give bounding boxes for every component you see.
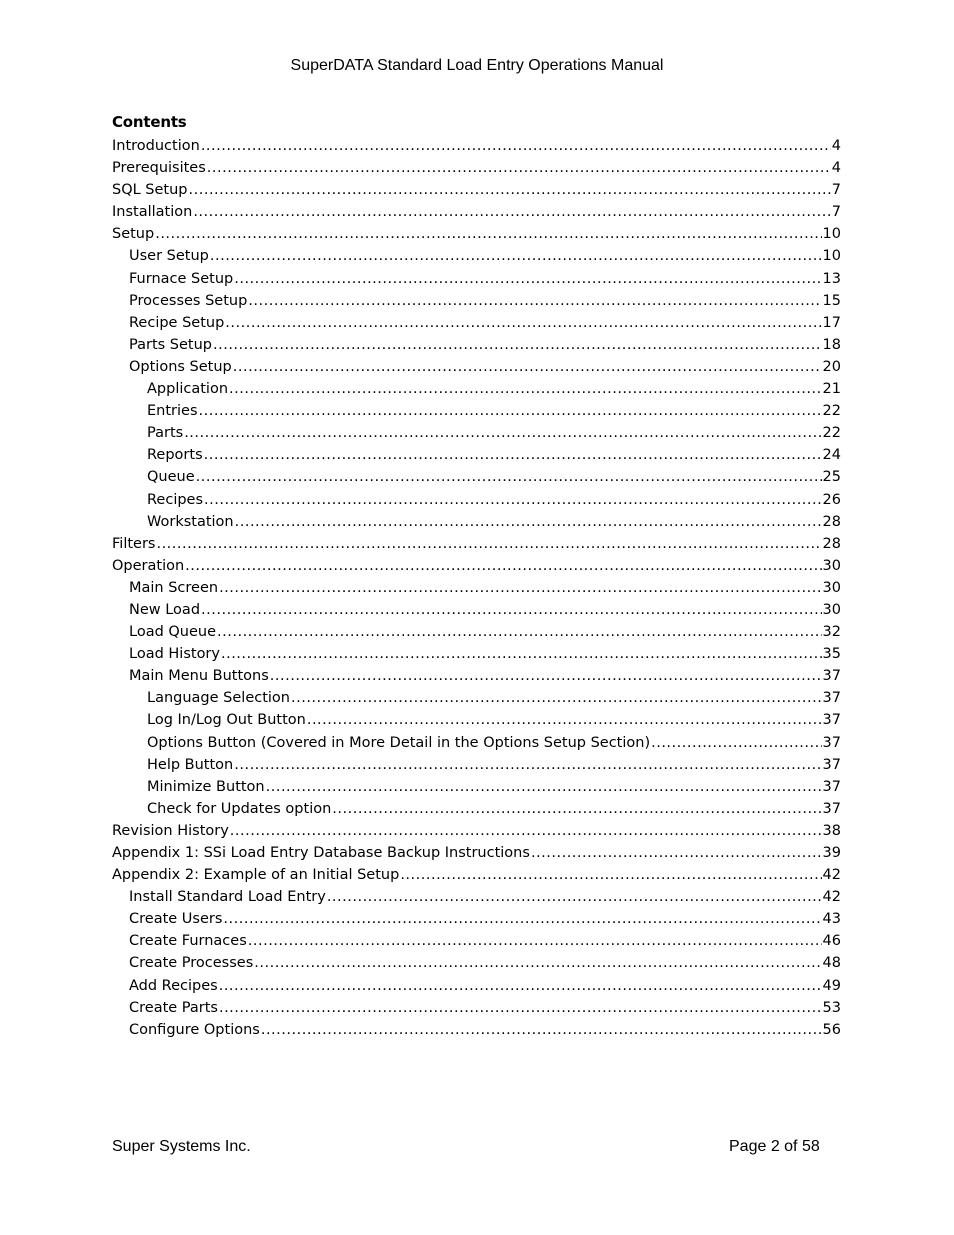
toc-dot-leader bbox=[254, 952, 821, 974]
page-header-title: SuperDATA Standard Load Entry Operations Manual bbox=[290, 57, 664, 74]
toc-entry-title: Create Furnaces bbox=[129, 933, 247, 950]
toc-entry-page: 28 bbox=[822, 535, 841, 552]
toc-dot-leader bbox=[155, 223, 821, 245]
toc-entry-title: Operation bbox=[112, 557, 185, 574]
toc-dot-leader bbox=[184, 422, 821, 444]
toc-entry-title: Create Users bbox=[129, 911, 223, 928]
toc-dot-leader bbox=[201, 135, 831, 157]
toc-entry[interactable] bbox=[112, 378, 841, 400]
toc-dot-leader bbox=[234, 754, 821, 776]
toc-entry-page: 43 bbox=[822, 911, 841, 928]
toc-entry-page: 26 bbox=[822, 491, 841, 508]
toc-dot-leader bbox=[248, 930, 822, 952]
toc-entry-page: 30 bbox=[822, 579, 841, 596]
toc-dot-leader bbox=[235, 511, 822, 533]
toc-entry-title: New Load bbox=[129, 601, 201, 618]
toc-entry-page: 22 bbox=[822, 425, 841, 442]
toc-entry[interactable] bbox=[112, 930, 841, 952]
toc-entry-page: 28 bbox=[822, 513, 841, 530]
toc-entry-page: 42 bbox=[822, 889, 841, 906]
toc-entry[interactable] bbox=[112, 687, 841, 709]
toc-dot-leader bbox=[266, 776, 822, 798]
toc-dot-leader bbox=[233, 356, 822, 378]
toc-entry-page: 35 bbox=[822, 646, 841, 663]
toc-dot-leader bbox=[248, 290, 821, 312]
toc-entry[interactable] bbox=[112, 533, 841, 555]
toc-entry-page: 7 bbox=[831, 182, 841, 199]
toc-entry[interactable] bbox=[112, 776, 841, 798]
toc-entry-page: 39 bbox=[822, 845, 841, 861]
toc-entry-page: 18 bbox=[822, 336, 841, 353]
toc-dot-leader bbox=[185, 555, 821, 577]
toc-entry-page: 4 bbox=[831, 160, 841, 177]
toc-dot-leader bbox=[651, 732, 821, 754]
toc-entry[interactable] bbox=[112, 489, 841, 511]
toc-entry[interactable] bbox=[112, 312, 841, 334]
toc-entry-page: 37 bbox=[822, 668, 841, 685]
toc-entry-title: Minimize Button bbox=[147, 778, 265, 795]
toc-entry[interactable] bbox=[112, 908, 841, 930]
toc-dot-leader bbox=[291, 687, 822, 709]
toc-entry-page: 38 bbox=[822, 822, 841, 839]
toc-entry[interactable] bbox=[112, 290, 841, 312]
toc-entry-title: Help Button bbox=[147, 756, 234, 773]
toc-dot-leader bbox=[307, 709, 822, 731]
toc-entry[interactable] bbox=[112, 157, 841, 179]
toc-entry-page: 37 bbox=[822, 778, 841, 795]
toc-entry-title: Processes Setup bbox=[129, 292, 248, 309]
toc-entry-title: Configure Options bbox=[129, 1021, 260, 1038]
toc-entry-page: 48 bbox=[822, 955, 841, 972]
toc-dot-leader bbox=[229, 378, 822, 400]
toc-entry-title: Add Recipes bbox=[129, 977, 218, 994]
toc-entry-page: 53 bbox=[822, 999, 841, 1016]
toc-entry-title: Recipe Setup bbox=[129, 314, 225, 331]
toc-dot-leader bbox=[217, 621, 822, 643]
toc-entry[interactable] bbox=[112, 179, 841, 201]
toc-entry-title: Introduction bbox=[112, 138, 200, 154]
toc-entry-page: 37 bbox=[822, 734, 841, 751]
toc-entry-title: Language Selection bbox=[147, 690, 290, 707]
toc-dot-leader bbox=[219, 997, 822, 1019]
footer-company: Super Systems Inc. bbox=[112, 1138, 251, 1155]
toc-dot-leader bbox=[196, 466, 822, 488]
toc-entry-title: Recipes bbox=[147, 491, 204, 508]
toc-entry[interactable] bbox=[112, 444, 841, 466]
toc-entry[interactable] bbox=[112, 356, 841, 378]
toc-entry[interactable] bbox=[112, 798, 841, 820]
toc-entry[interactable] bbox=[112, 709, 841, 731]
toc-entry-page: 24 bbox=[822, 447, 841, 464]
toc-entry[interactable] bbox=[112, 1019, 841, 1041]
toc-entry[interactable] bbox=[112, 334, 841, 356]
toc-dot-leader bbox=[261, 1019, 822, 1041]
toc-entry[interactable] bbox=[112, 842, 841, 864]
toc-entry[interactable] bbox=[112, 555, 841, 577]
toc-dot-leader bbox=[199, 400, 822, 422]
toc-entry-title: Filters bbox=[112, 535, 156, 552]
toc-dot-leader bbox=[221, 643, 822, 665]
toc-entry-page: 37 bbox=[822, 800, 841, 817]
toc-entry[interactable] bbox=[112, 820, 841, 842]
toc-dot-leader bbox=[225, 312, 821, 334]
toc-entry[interactable] bbox=[112, 997, 841, 1019]
toc-entry[interactable] bbox=[112, 268, 841, 290]
toc-entry-page: 32 bbox=[822, 624, 841, 641]
toc-entry[interactable] bbox=[112, 665, 841, 687]
toc-entry-title: Main Menu Buttons bbox=[129, 668, 269, 685]
toc-entry-title: Entries bbox=[147, 403, 198, 420]
toc-entry[interactable] bbox=[112, 754, 841, 776]
toc-entry-page: 10 bbox=[822, 226, 841, 243]
toc-entry-page: 22 bbox=[822, 403, 841, 420]
toc-entry-title: Load History bbox=[129, 646, 220, 663]
toc-entry-page: 4 bbox=[831, 138, 841, 154]
toc-entry-title: Revision History bbox=[112, 822, 229, 839]
toc-entry-page: 7 bbox=[831, 204, 841, 221]
toc-heading: Contents bbox=[112, 113, 187, 131]
toc-entry-title: Check for Updates option bbox=[147, 800, 332, 817]
toc-entry-page: 25 bbox=[822, 469, 841, 486]
toc-dot-leader bbox=[189, 179, 831, 201]
toc-dot-leader bbox=[219, 577, 821, 599]
toc-entry[interactable] bbox=[112, 886, 841, 908]
toc-entry-page: 21 bbox=[822, 381, 841, 398]
toc-dot-leader bbox=[204, 489, 822, 511]
toc-entry-title: Options Button (Covered in More Detail in the Options Setup Section) bbox=[147, 734, 651, 751]
toc-dot-leader bbox=[156, 533, 821, 555]
toc-entry-title: Main Screen bbox=[129, 579, 219, 596]
toc-entry-title: Application bbox=[147, 381, 229, 398]
toc-entry-title: Appendix 2: Example of an Initial Setup bbox=[112, 867, 400, 884]
toc-entry[interactable] bbox=[112, 400, 841, 422]
toc-entry[interactable] bbox=[112, 952, 841, 974]
toc-dot-leader bbox=[270, 665, 822, 687]
toc-entry-page: 10 bbox=[822, 248, 841, 265]
toc-dot-leader bbox=[230, 820, 822, 842]
toc-entry[interactable] bbox=[112, 732, 841, 754]
toc-entry-page: 17 bbox=[822, 314, 841, 331]
toc-entry-title: Workstation bbox=[147, 513, 234, 530]
toc-entry[interactable] bbox=[112, 466, 841, 488]
toc-entry-page: 30 bbox=[822, 557, 841, 574]
toc-entry[interactable] bbox=[112, 245, 841, 267]
toc-entry-title: Appendix 1: SSi Load Entry Database Backup Instructions bbox=[112, 845, 530, 861]
toc-entry-page: 30 bbox=[822, 601, 841, 618]
toc-entry[interactable] bbox=[112, 422, 841, 444]
toc-entry-title: Log In/Log Out Button bbox=[147, 712, 306, 729]
toc-dot-leader bbox=[234, 268, 821, 290]
toc-entry-page: 49 bbox=[822, 977, 841, 994]
toc-dot-leader bbox=[223, 908, 821, 930]
toc-dot-leader bbox=[210, 245, 822, 267]
toc-entry[interactable] bbox=[112, 201, 841, 223]
toc-entry-title: Load Queue bbox=[129, 624, 217, 641]
toc-entry-page: 37 bbox=[822, 690, 841, 707]
toc-dot-leader bbox=[400, 864, 821, 886]
toc-entry-page: 37 bbox=[822, 756, 841, 773]
toc-entry-page: 37 bbox=[822, 712, 841, 729]
toc-entry[interactable] bbox=[112, 223, 841, 245]
toc-entry-page: 42 bbox=[822, 867, 841, 884]
toc-entry-title: Queue bbox=[147, 469, 195, 486]
toc-entry-title: Parts Setup bbox=[129, 336, 212, 353]
toc-entry[interactable] bbox=[112, 577, 841, 599]
toc-entry[interactable] bbox=[112, 135, 841, 157]
toc-entry-title: Furnace Setup bbox=[129, 270, 234, 287]
toc-entry-title: Prerequisites bbox=[112, 160, 206, 177]
toc-dot-leader bbox=[219, 975, 822, 997]
toc-entry[interactable] bbox=[112, 599, 841, 621]
toc-entry-title: Options Setup bbox=[129, 358, 232, 375]
table-of-contents bbox=[112, 135, 841, 1041]
toc-entry-title: Create Processes bbox=[129, 955, 254, 972]
toc-dot-leader bbox=[204, 444, 822, 466]
toc-entry-title: Install Standard Load Entry bbox=[129, 889, 326, 906]
footer-page-number: Page 2 of 58 bbox=[729, 1138, 820, 1155]
toc-entry-page: 20 bbox=[822, 358, 841, 375]
toc-dot-leader bbox=[332, 798, 821, 820]
toc-entry[interactable] bbox=[112, 643, 841, 665]
toc-entry[interactable] bbox=[112, 864, 841, 886]
toc-entry-title: Installation bbox=[112, 204, 193, 221]
toc-entry[interactable] bbox=[112, 621, 841, 643]
toc-dot-leader bbox=[531, 842, 822, 864]
toc-dot-leader bbox=[213, 334, 822, 356]
toc-entry-page: 46 bbox=[822, 933, 841, 950]
toc-entry-title: User Setup bbox=[129, 248, 209, 265]
toc-entry-page: 56 bbox=[822, 1021, 841, 1038]
toc-entry-title: Parts bbox=[147, 425, 184, 442]
toc-dot-leader bbox=[201, 599, 822, 621]
toc-entry-page: 15 bbox=[822, 292, 841, 309]
toc-entry-title: Reports bbox=[147, 447, 203, 464]
toc-entry-page: 13 bbox=[822, 270, 841, 287]
toc-entry[interactable] bbox=[112, 511, 841, 533]
toc-dot-leader bbox=[327, 886, 822, 908]
toc-entry-title: SQL Setup bbox=[112, 182, 188, 199]
toc-entry-title: Setup bbox=[112, 226, 155, 243]
toc-dot-leader bbox=[207, 157, 831, 179]
toc-dot-leader bbox=[193, 201, 830, 223]
toc-entry-title: Create Parts bbox=[129, 999, 218, 1016]
toc-entry[interactable] bbox=[112, 975, 841, 997]
